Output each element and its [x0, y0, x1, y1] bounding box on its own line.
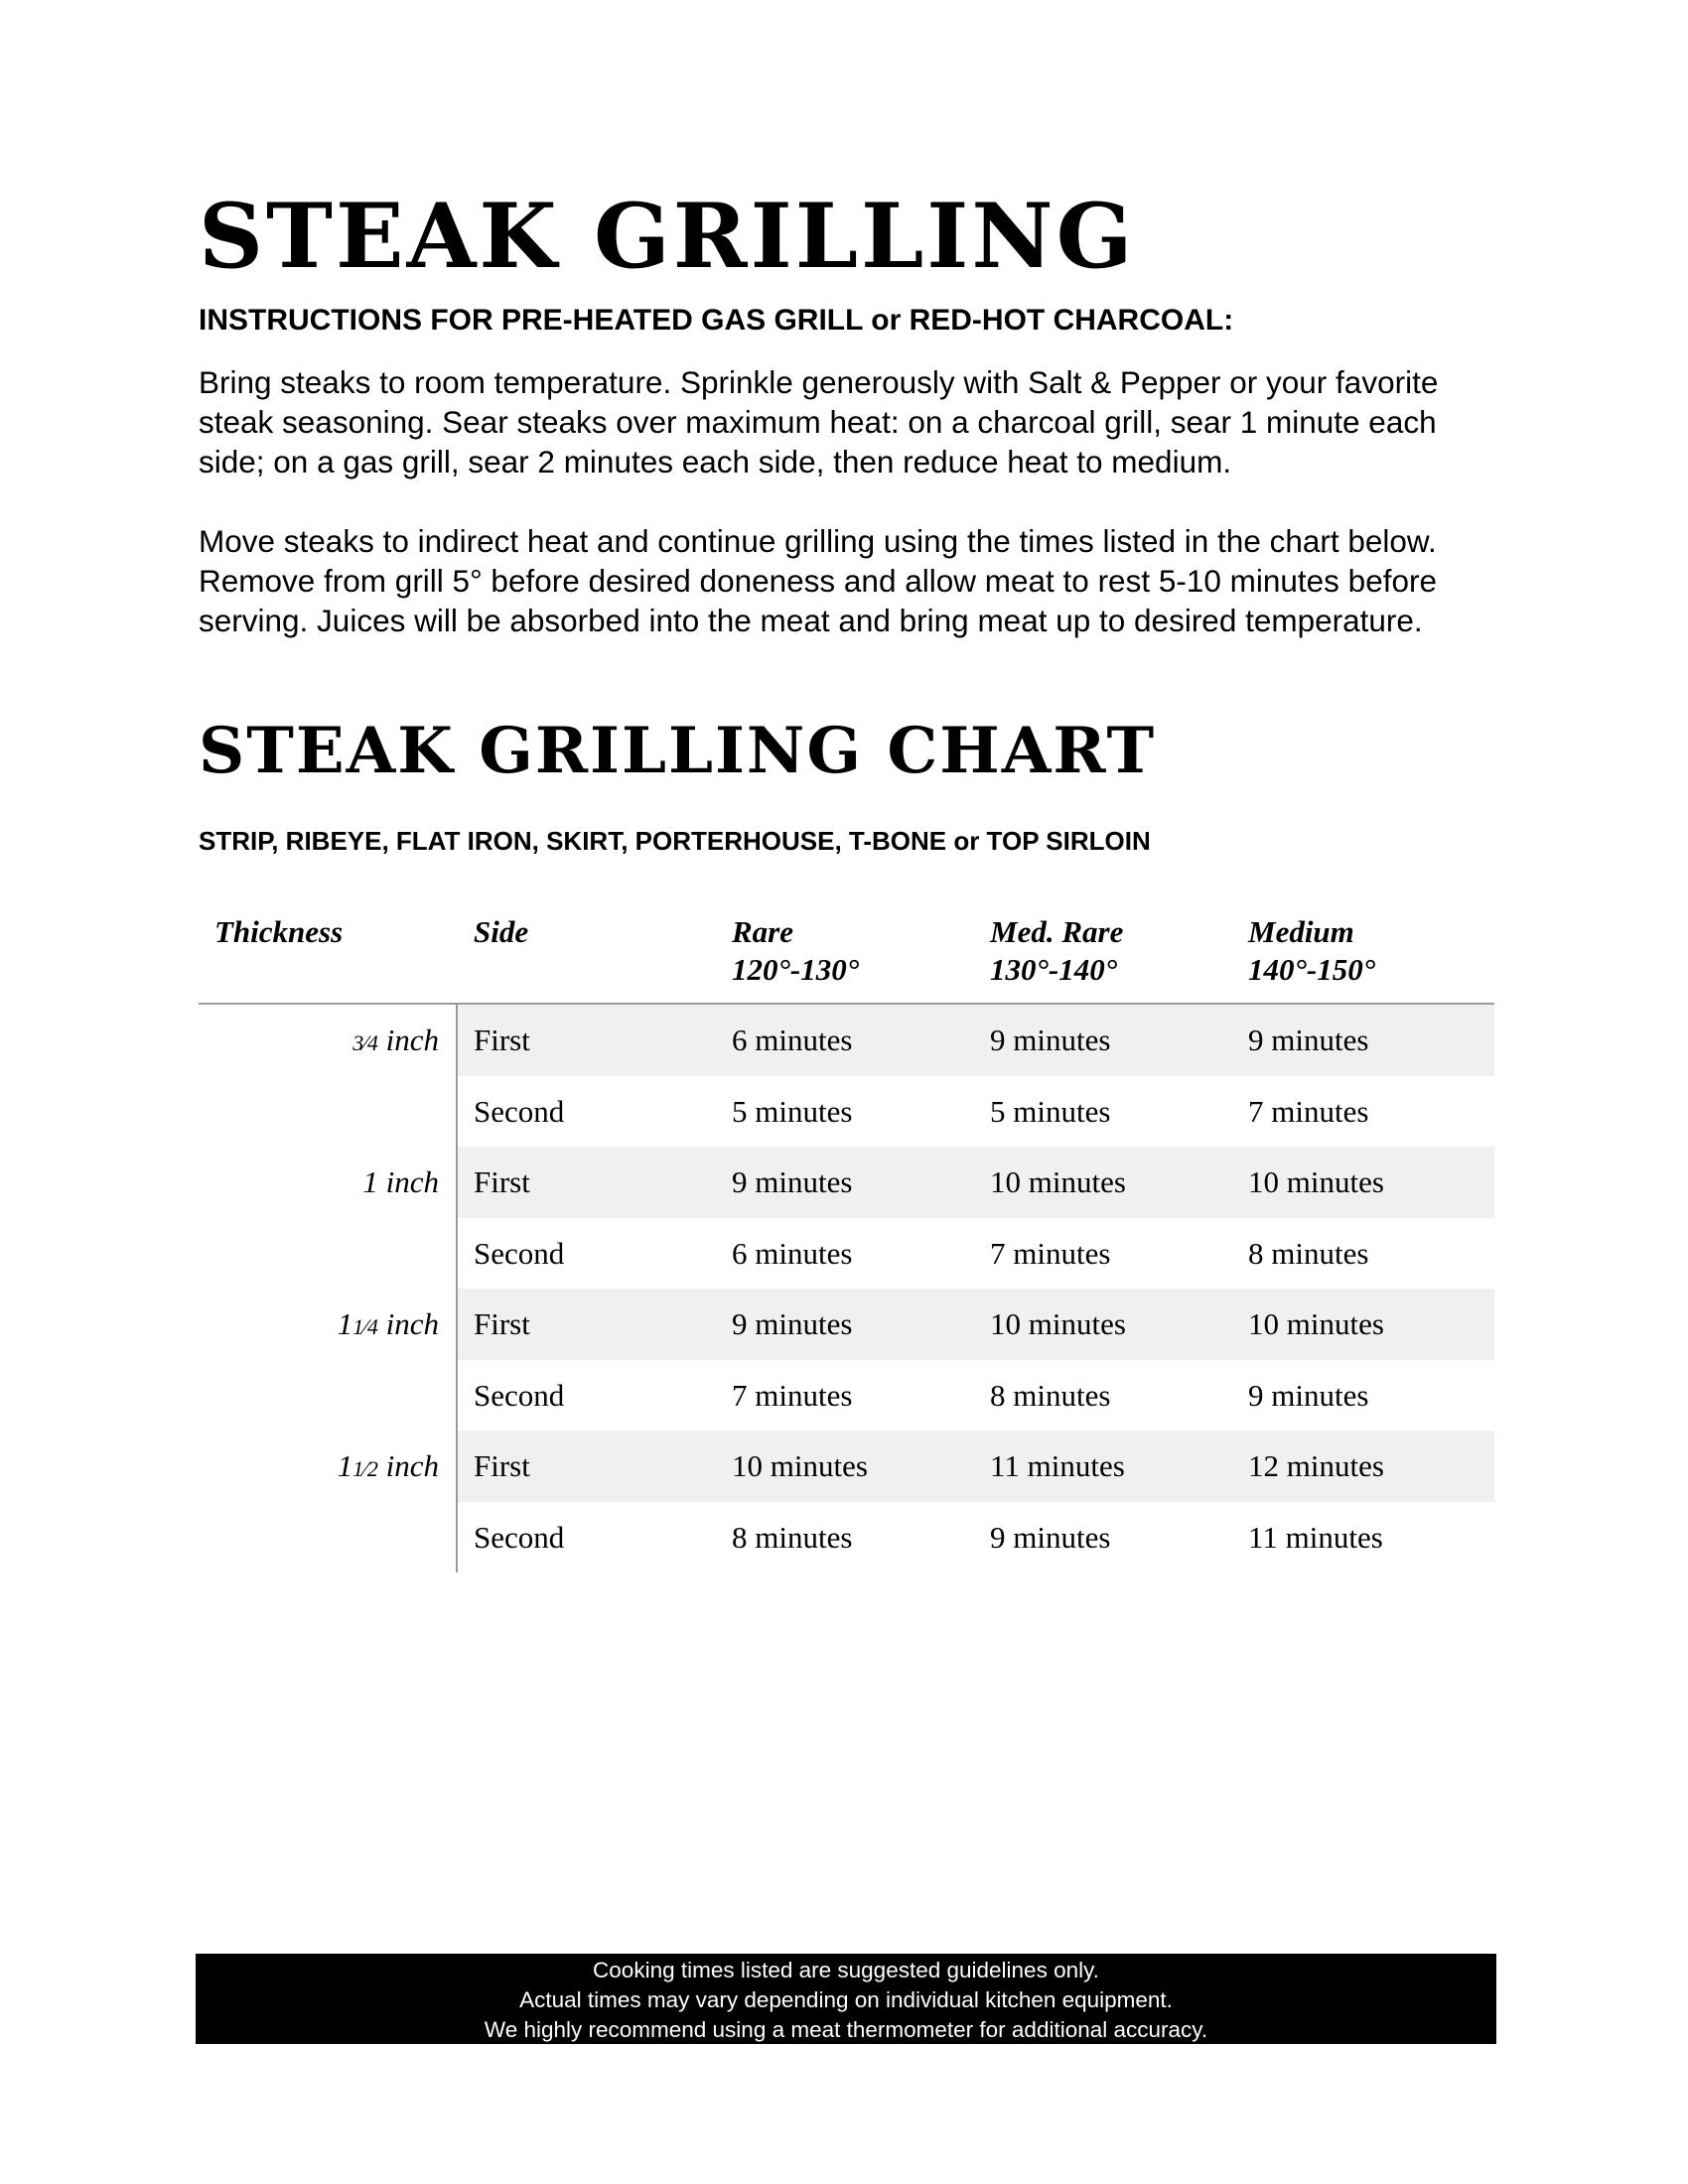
rare-cell: 9 minutes — [732, 1306, 853, 1341]
thickness-fraction: 1⁄2 — [352, 1456, 378, 1481]
column-divider — [456, 1218, 458, 1290]
page-title: STEAK GRILLING — [199, 184, 1136, 289]
med-rare-cell: 9 minutes — [990, 1023, 1111, 1057]
table-row — [199, 1218, 1494, 1290]
grilling-table — [199, 903, 1494, 1572]
rare-cell: 10 minutes — [732, 1448, 868, 1483]
thickness-whole: 1 — [337, 1448, 353, 1483]
rare-cell: 9 minutes — [732, 1164, 853, 1199]
side-cell: Second — [474, 1235, 565, 1271]
instructions-paragraph-1: Bring steaks to room temperature. Sprinkle generously with Salt & Pepper or your favorite steak seasoning. Sear steaks over maximum heat: on a charcoal grill, sear 1 minute each side; on a gas grill, sear 2 minutes each side, then reduce heat to medium. — [199, 364, 1439, 479]
med-rare-cell: 10 minutes — [990, 1164, 1126, 1199]
side-cell: First — [474, 1448, 530, 1483]
rare-cell: 5 minutes — [732, 1093, 853, 1129]
rare-cell: 6 minutes — [732, 1235, 853, 1271]
header-thickness: Thickness — [214, 914, 344, 949]
disclaimer-footer — [196, 1954, 1496, 2044]
thickness-cell — [338, 1289, 439, 1360]
header-med-rare-temp: 130°-140° — [990, 952, 1118, 987]
column-divider — [456, 1360, 458, 1432]
side-cell: Second — [474, 1377, 565, 1413]
table-row — [199, 1005, 1494, 1076]
rare-cell: 6 minutes — [732, 1023, 853, 1057]
column-divider — [456, 1147, 458, 1218]
side-cell: First — [474, 1306, 530, 1341]
med-rare-cell: 8 minutes — [990, 1377, 1111, 1413]
med-rare-cell: 7 minutes — [990, 1235, 1111, 1271]
side-cell: Second — [474, 1093, 565, 1129]
thickness-fraction: 1⁄4 — [352, 1314, 378, 1339]
disclaimer-line-2: Actual times may vary depending on individual kitchen equipment. — [519, 1987, 1173, 2012]
medium-cell: 8 minutes — [1248, 1235, 1369, 1271]
thickness-fraction: 3⁄4 — [352, 1030, 378, 1055]
column-divider — [456, 1005, 458, 1076]
table-row — [199, 1431, 1494, 1502]
table-row — [199, 1076, 1494, 1148]
med-rare-cell: 11 minutes — [990, 1448, 1125, 1483]
table-header — [199, 903, 1494, 1005]
header-medium-temp: 140°-150° — [1248, 952, 1376, 987]
chart-title: STEAK GRILLING CHART — [199, 714, 1157, 788]
med-rare-cell: 5 minutes — [990, 1093, 1111, 1129]
instructions-paragraph-2: Move steaks to indirect heat and continue grilling using the times listed in the chart below. Remove from grill 5° before desired doneness and allow meat to rest 5-10 minutes before serving. Juices will be absorbed into the meat and bring meat up to desired temperature. — [199, 523, 1437, 638]
rare-cell: 7 minutes — [732, 1377, 853, 1413]
medium-cell: 11 minutes — [1248, 1519, 1383, 1555]
medium-cell: 10 minutes — [1248, 1164, 1384, 1199]
cuts-line: STRIP, RIBEYE, FLAT IRON, SKIRT, PORTERHOUSE, T-BONE or TOP SIRLOIN — [199, 826, 1151, 856]
medium-cell: 12 minutes — [1248, 1448, 1384, 1483]
disclaimer-line-3: We highly recommend using a meat thermometer for additional accuracy. — [484, 2017, 1208, 2042]
medium-cell: 9 minutes — [1248, 1377, 1369, 1413]
column-divider — [456, 1076, 458, 1148]
thickness-unit: inch — [377, 1306, 439, 1341]
side-cell: Second — [474, 1519, 565, 1555]
thickness-unit: inch — [377, 1448, 439, 1483]
thickness-whole: 1 — [362, 1164, 378, 1199]
disclaimer-line-1: Cooking times listed are suggested guidelines only. — [593, 1958, 1099, 1982]
med-rare-cell: 9 minutes — [990, 1519, 1111, 1555]
column-divider — [456, 1289, 458, 1360]
med-rare-cell: 10 minutes — [990, 1306, 1126, 1341]
thickness-unit: inch — [377, 1023, 439, 1057]
thickness-cell — [338, 1431, 439, 1502]
header-rare — [732, 913, 859, 989]
header-med-rare-label: Med. Rare — [990, 914, 1124, 949]
table-row — [199, 1502, 1494, 1573]
header-rare-label: Rare — [732, 914, 793, 949]
column-divider — [456, 1431, 458, 1502]
header-rare-temp: 120°-130° — [732, 952, 860, 987]
header-medium — [1248, 913, 1375, 989]
thickness-unit: inch — [377, 1164, 439, 1199]
medium-cell: 9 minutes — [1248, 1023, 1369, 1057]
table-row — [199, 1360, 1494, 1432]
instructions-heading: INSTRUCTIONS FOR PRE-HEATED GAS GRILL or RED-HOT CHARCOAL: — [199, 304, 1234, 337]
table-row — [199, 1147, 1494, 1218]
table-row — [199, 1289, 1494, 1360]
medium-cell: 7 minutes — [1248, 1093, 1369, 1129]
side-cell: First — [474, 1164, 530, 1199]
thickness-whole: 1 — [337, 1306, 353, 1341]
side-cell: First — [474, 1023, 530, 1057]
header-medium-label: Medium — [1248, 914, 1354, 949]
rare-cell: 8 minutes — [732, 1519, 853, 1555]
thickness-cell — [352, 1005, 439, 1076]
thickness-cell — [362, 1147, 439, 1218]
column-divider — [456, 1502, 458, 1573]
header-side: Side — [474, 914, 529, 949]
header-med-rare — [990, 913, 1123, 989]
medium-cell: 10 minutes — [1248, 1306, 1384, 1341]
